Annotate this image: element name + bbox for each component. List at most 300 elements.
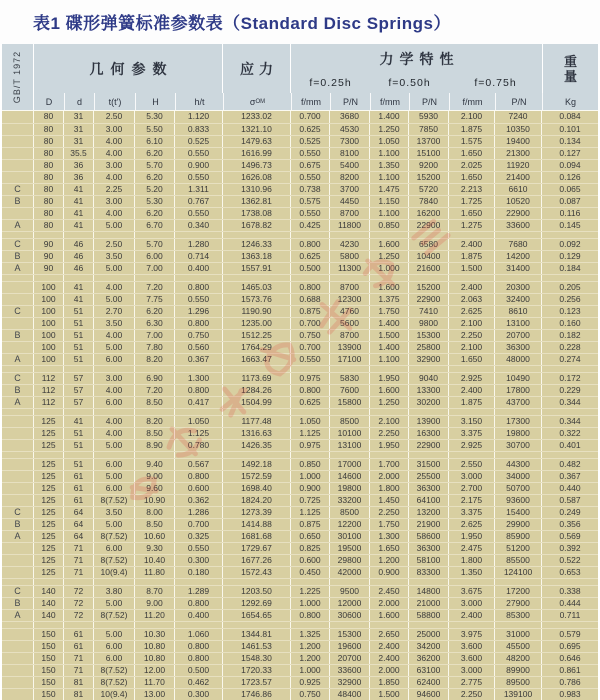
data-cell: 0.700 [175,519,223,530]
data-cell: 10100 [330,428,370,439]
data-cell: 0.786 [559,677,581,687]
data-cell: 20700 [330,653,370,664]
data-cell [370,579,409,585]
data-cell [34,579,64,585]
data-cell [64,579,94,585]
data-cell: 0.780 [175,440,223,451]
data-cell: 0.646 [559,653,581,663]
data-cell [291,232,330,238]
data-cell: 81 [64,677,94,688]
data-cell: 8.50 [135,519,175,530]
data-cell: 0.550 [175,172,223,183]
data-cell: 1.280 [175,239,223,250]
data-cell [34,275,64,281]
data-cell: 71 [64,555,94,566]
col-header-pn-075: P/N [495,93,542,110]
data-cell: 125 [34,531,64,542]
data-cell: 6.00 [94,397,135,408]
data-cell: 10.30 [135,629,175,640]
data-cell: 2.250 [449,689,495,700]
data-cell: 0.440 [559,483,581,493]
data-cell: 0.800 [175,318,223,329]
data-cell: 80 [34,208,64,219]
data-cell: 6.20 [135,306,175,317]
table-row [2,676,598,688]
data-cell [34,366,64,372]
data-cell [449,232,495,238]
data-cell [495,622,542,628]
class-marker-cell [2,208,34,219]
class-marker-cell [2,294,34,305]
data-cell: 11300 [330,263,370,274]
data-cell [94,275,135,281]
data-cell [135,622,175,628]
data-cell: 150 [34,665,64,676]
data-cell: 1.311 [175,184,223,195]
data-cell [94,232,135,238]
data-cell: 11920 [495,160,542,171]
data-cell: 0.228 [559,342,581,352]
data-cell: 125 [34,555,64,566]
data-cell [542,452,598,458]
data-cell: 0.087 [559,196,581,206]
table-row [2,111,598,123]
data-cell: 0.850 [370,220,409,231]
data-cell: 72 [64,610,94,621]
data-cell: 5.70 [135,160,175,171]
data-cell: 3.000 [449,598,495,609]
data-cell: 5830 [330,373,370,384]
class-marker-cell: A [2,397,34,408]
data-cell: 3.375 [449,428,495,439]
data-cell [291,409,330,415]
data-cell: 41 [64,184,94,195]
data-cell: 0.417 [175,397,223,408]
data-cell: 21600 [409,263,449,274]
data-cell: 1.750 [370,306,409,317]
data-cell: 6580 [409,239,449,250]
data-cell: 1316.63 [223,428,291,439]
data-cell: 80 [34,220,64,231]
data-cell [223,622,291,628]
data-cell: 20700 [495,330,542,341]
data-cell: 1.350 [449,567,495,578]
data-cell: 0.500 [175,665,223,676]
data-cell: 71 [64,665,94,676]
data-cell: 48200 [495,653,542,664]
data-cell: 90 [34,263,64,274]
class-marker-cell [2,459,34,470]
data-cell: 17100 [330,354,370,365]
data-cell: 7300 [330,136,370,147]
data-cell [370,275,409,281]
data-cell: 90 [34,251,64,262]
header-geometry-group: 几何参数 [34,44,223,93]
data-cell: 6.90 [135,373,175,384]
data-cell: 44300 [495,459,542,470]
data-cell: 0.625 [291,251,330,262]
data-cell: 0.550 [175,208,223,219]
data-cell: 1720.33 [223,665,291,676]
data-cell: 2.450 [370,586,409,597]
table-row [2,518,598,530]
data-cell: 80 [34,124,64,135]
data-cell: 1.200 [370,555,409,566]
data-cell: 0.625 [291,124,330,135]
table-row [2,135,598,147]
data-cell: 8.50 [135,397,175,408]
table-row [2,566,598,578]
section-gap-row [2,408,598,415]
data-cell: 4.00 [94,330,135,341]
data-cell: 2.400 [449,239,495,250]
data-cell: 1344.81 [223,629,291,640]
class-marker-cell: A [2,263,34,274]
data-cell: 3.80 [94,586,135,597]
data-cell: 57 [64,385,94,396]
data-cell: 21300 [495,148,542,159]
data-cell: 11.20 [135,610,175,621]
table-row [2,159,598,171]
data-cell: 11.70 [135,677,175,688]
data-cell [449,452,495,458]
class-marker-cell [2,160,34,171]
data-cell: 15800 [330,397,370,408]
table-row [2,372,598,384]
data-cell: 1426.35 [223,440,291,451]
data-cell: 100 [34,342,64,353]
data-cell: 1177.48 [223,416,291,427]
data-cell: 0.462 [175,677,223,688]
data-cell: 4.00 [94,172,135,183]
data-cell: 0.550 [291,172,330,183]
data-cell: 1233.02 [223,111,291,123]
data-cell: 30700 [495,440,542,451]
data-cell: 5.00 [94,220,135,231]
class-marker-cell [2,428,34,439]
data-cell: 1.050 [175,416,223,427]
data-cell: 0.400 [175,263,223,274]
data-cell: 4.00 [94,208,135,219]
data-cell: 80 [34,196,64,207]
data-cell: 7.80 [135,342,175,353]
data-cell: 13100 [330,440,370,451]
data-cell: 1.400 [370,111,409,123]
table-row [2,470,598,482]
data-cell: 27900 [495,598,542,609]
data-cell: 0.550 [175,148,223,159]
data-cell: 2.400 [370,653,409,664]
data-cell: 32900 [330,677,370,688]
data-cell: 51 [64,440,94,451]
data-cell: 71 [64,653,94,664]
data-cell: 21400 [495,172,542,183]
data-cell: 0.092 [559,239,581,249]
class-marker-cell [2,124,34,135]
class-marker-cell [2,555,34,566]
data-cell: 41 [64,196,94,207]
data-cell: 0.579 [559,629,581,639]
data-cell: 41 [64,416,94,427]
data-cell: 1.125 [291,507,330,518]
data-cell: 9.30 [135,543,175,554]
data-cell: 125 [34,483,64,494]
data-cell: 0.425 [291,220,330,231]
data-cell: 1.225 [291,586,330,597]
data-cell [64,275,94,281]
data-cell: 7840 [409,196,449,207]
data-cell: 125 [34,543,64,554]
data-cell: 50700 [495,483,542,494]
data-cell: 1.650 [449,172,495,183]
data-cell: 5.00 [94,629,135,640]
data-cell: 10400 [409,251,449,262]
data-cell: 17800 [495,385,542,396]
data-cell: 16200 [409,208,449,219]
data-cell [449,275,495,281]
data-cell: 2.70 [94,306,135,317]
data-cell: 8.20 [135,354,175,365]
data-cell: 10.40 [135,555,175,566]
data-cell: 0.084 [559,111,581,121]
data-cell [330,579,370,585]
data-cell [495,366,542,372]
data-cell: 5400 [330,160,370,171]
data-cell: 140 [34,610,64,621]
data-cell: 1698.40 [223,483,291,494]
data-cell: 19800 [330,483,370,494]
data-cell: 1626.08 [223,172,291,183]
data-cell: 150 [34,629,64,640]
data-cell: 100 [34,330,64,341]
table-row [2,609,598,621]
table-row [2,542,598,554]
data-cell [64,366,94,372]
data-cell: 125 [34,459,64,470]
class-marker-cell [2,172,34,183]
data-cell: 1504.99 [223,397,291,408]
data-cell: 1.800 [370,483,409,494]
data-cell: 41 [64,208,94,219]
col-header-kg: Kg [542,93,598,110]
data-cell: 1.800 [449,555,495,566]
header-weight-label: 重量 [563,53,577,84]
data-cell: 0.714 [175,251,223,262]
data-cell: 3.50 [94,318,135,329]
data-cell [542,579,598,585]
section-gap-row [2,451,598,458]
data-cell: 29800 [330,555,370,566]
data-cell: 8(7.52) [94,677,135,688]
data-cell: 30200 [409,397,449,408]
class-marker-cell [2,483,34,494]
data-cell: 9040 [409,373,449,384]
data-cell: 0.180 [175,567,223,578]
table-row [2,554,598,566]
table-row [2,439,598,451]
data-cell: 51 [64,306,94,317]
col-header-pn-025: P/N [330,93,370,110]
data-cell: 51 [64,354,94,365]
header-deflection-050: f=0.50h [388,77,431,89]
data-cell: 0.650 [291,531,330,542]
data-cell: 1465.03 [223,282,291,293]
data-cell: 9800 [409,318,449,329]
data-cell: 15100 [409,148,449,159]
data-cell: 0.700 [291,342,330,353]
data-cell: 2.100 [449,318,495,329]
data-cell: 1557.91 [223,263,291,274]
data-cell [409,275,449,281]
data-cell: 5.30 [135,111,175,123]
data-cell: 1461.53 [223,641,291,652]
data-cell: 80 [34,184,64,195]
table-row [2,585,598,597]
data-cell: 0.123 [559,306,581,316]
data-cell: 1.600 [370,385,409,396]
data-cell: 1512.25 [223,330,291,341]
data-cell: 3.00 [94,373,135,384]
data-cell: 1.650 [449,208,495,219]
data-cell: 36 [64,160,94,171]
data-cell: 1663.47 [223,354,291,365]
data-cell: 57 [64,373,94,384]
data-cell: 0.587 [559,495,581,505]
data-cell: 5.70 [135,239,175,250]
data-cell: 57 [64,397,94,408]
col-header-ht: h/t [175,93,223,110]
data-cell: 1654.65 [223,610,291,621]
data-cell: 1363.18 [223,251,291,262]
data-cell: 15300 [409,330,449,341]
data-cell: 1.120 [175,111,223,123]
data-cell: 125 [34,471,64,482]
data-cell: 3680 [330,111,370,123]
table-row [2,293,598,305]
data-cell: 5930 [409,111,449,123]
data-cell: 41 [64,282,94,293]
data-cell: 6.00 [94,354,135,365]
data-cell: 0.356 [559,519,581,529]
data-cell: 8500 [330,416,370,427]
data-cell: 1292.69 [223,598,291,609]
data-cell [175,452,223,458]
data-cell: 13700 [409,136,449,147]
data-cell: 1548.30 [223,653,291,664]
col-header-D: D [45,96,53,107]
data-cell: 5.00 [94,598,135,609]
data-cell: 1246.33 [223,239,291,250]
data-cell: 8500 [330,507,370,518]
data-cell: 0.567 [175,459,223,470]
data-cell: 139100 [495,689,542,700]
data-cell: 1.600 [370,610,409,621]
table-row [2,207,598,219]
data-cell: 1496.73 [223,160,291,171]
data-cell [34,452,64,458]
data-cell: 31400 [495,263,542,274]
data-cell: 41 [64,220,94,231]
data-cell: 14200 [495,251,542,262]
data-cell: 80 [34,148,64,159]
table-row [2,341,598,353]
data-cell: 80 [34,136,64,147]
data-cell: 6.20 [135,172,175,183]
data-cell [495,275,542,281]
class-marker-cell [2,665,34,676]
data-cell: 1.375 [370,294,409,305]
data-cell: 2.25 [94,184,135,195]
data-cell: 125 [34,507,64,518]
class-marker-cell [2,629,34,640]
data-cell: 0.738 [291,184,330,195]
section-gap-row [2,231,598,238]
data-cell: 8100 [330,148,370,159]
data-cell [542,622,598,628]
class-marker-cell: B [2,519,34,530]
data-cell: 32400 [495,294,542,305]
data-cell: 1.725 [449,196,495,207]
table-row [2,262,598,274]
col-header-pn-050: P/N [409,93,449,110]
data-cell: 2.000 [370,598,409,609]
data-cell: 4.00 [94,385,135,396]
data-cell: 31 [64,111,94,123]
data-cell: 17300 [495,416,542,427]
data-cell: 0.600 [175,483,223,494]
data-cell: 93600 [495,495,542,506]
data-cell: 7240 [495,111,542,123]
data-cell: 0.205 [559,282,581,292]
data-cell: 85300 [495,610,542,621]
class-marker-cell: C [2,184,34,195]
data-cell [542,409,598,415]
data-cell [223,275,291,281]
table-row [2,506,598,518]
data-cell: 32900 [409,354,449,365]
data-cell [495,452,542,458]
data-cell: 1.250 [370,397,409,408]
data-cell: 0.325 [175,531,223,542]
data-cell: 4760 [330,306,370,317]
data-cell: 16300 [409,428,449,439]
data-cell: 0.550 [291,208,330,219]
data-cell: 4.00 [94,148,135,159]
data-cell: 0.560 [175,342,223,353]
data-cell: 64 [64,519,94,530]
data-cell [64,452,94,458]
col-header-fmm-075: f/mm [449,93,495,110]
data-cell: 0.300 [175,689,223,700]
data-cell: 85500 [495,555,542,566]
data-cell: 100 [34,294,64,305]
data-cell: 8.20 [135,416,175,427]
data-cell: 1.125 [291,428,330,439]
data-cell: 0.700 [291,318,330,329]
data-cell: 2.100 [370,416,409,427]
data-cell: 2.400 [449,610,495,621]
table-row [2,353,598,365]
class-marker-cell [2,136,34,147]
data-cell: 125 [34,416,64,427]
data-cell [94,452,135,458]
data-cell: 83300 [409,567,449,578]
data-cell [495,232,542,238]
data-cell: 2.100 [449,342,495,353]
data-cell: 1.060 [175,629,223,640]
data-cell: 8(7.52) [94,495,135,506]
data-cell: 1.296 [175,306,223,317]
